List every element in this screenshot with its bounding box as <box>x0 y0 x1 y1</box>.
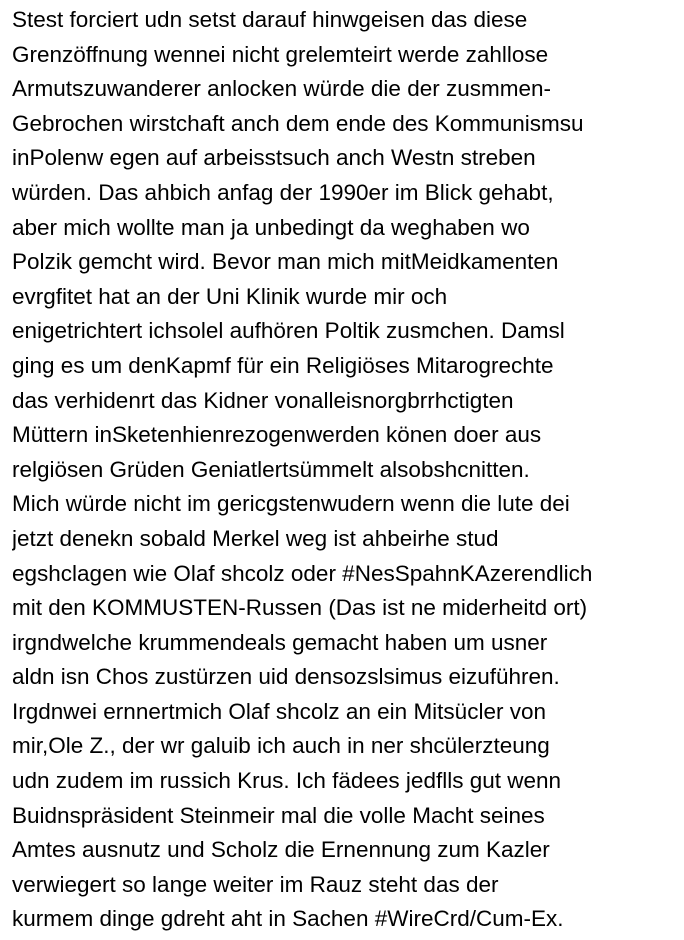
text-line: Stest forciert udn setst darauf hinwgeisen das diese <box>12 7 528 32</box>
text-line: Armutszuwanderer anlocken würde die der zusmmen- <box>12 76 551 102</box>
text-line: würden. Das ahbich anfag der 1990er im Blick gehabt, <box>12 179 554 205</box>
text-line: inPolenw egen auf arbeisstsuch anch Westn streben <box>12 145 536 171</box>
text-line: kurmem dinge gdreht aht in Sachen #WireCrd/Cum-Ex. <box>12 906 564 932</box>
document-text <box>12 3 680 937</box>
text-line: das verhidenrt das Kidner vonalleisnorgbrrhctigten <box>12 387 514 413</box>
text-line: aldn isn Chos zustürzen uid densozslsimus eizuführen. <box>12 664 560 690</box>
text-line: jetzt denekn sobald Merkel weg ist ahbeirhe stud <box>12 525 499 551</box>
text-line: Buidnspräsident Steinmeir mal die volle Macht seines <box>12 802 545 828</box>
text-line: Irgdnwei ernnertmich Olaf shcolz an ein Mitsücler von <box>12 698 546 724</box>
text-line: mit den KOMMUSTEN-Russen (Das ist ne miderheitd ort) <box>12 595 588 621</box>
text-line: irgndwelche krummendeals gemacht haben um usner <box>12 629 548 655</box>
text-line: ging es um denKapmf für ein Religiöses Mitarogrechte <box>12 352 554 378</box>
text-line: relgiösen Grüden Geniatlertsümmelt alsobshcnitten. <box>12 456 530 482</box>
text-line: egshclagen wie Olaf shcolz oder #NesSpahnKAzerendlich <box>12 560 593 586</box>
text-line: enigetrichtert ichsolel aufhören Poltik zusmchen. Damsl <box>12 318 565 344</box>
text-line: evrgfitet hat an der Uni Klinik wurde mir och <box>12 283 448 309</box>
text-line: Amtes ausnutz und Scholz die Ernennung zum Kazler <box>12 837 550 863</box>
text-line: Gebrochen wirstchaft anch dem ende des Kommunismsu <box>12 110 584 136</box>
text-line: Polzik gemcht wird. Bevor man mich mitMeidkamenten <box>12 249 559 275</box>
text-line: Mich würde nicht im gericgstenwudern wenn die lute dei <box>12 491 570 517</box>
text-line: udn zudem im russich Krus. Ich fädees jedflls gut wenn <box>12 768 562 794</box>
text-line: Müttern inSketenhienrezogenwerden könen doer aus <box>12 422 542 448</box>
text-line: verwiegert so lange weiter im Rauz steht das der <box>12 871 499 897</box>
text-line: aber mich wollte man ja unbedingt da weghaben wo <box>12 214 530 240</box>
text-line: mir,Ole Z., der wr galuib ich auch in ner shcülerzteung <box>12 733 550 759</box>
text-line: Grenzöffnung wennei nicht grelemteirt werde zahllose <box>12 41 549 67</box>
